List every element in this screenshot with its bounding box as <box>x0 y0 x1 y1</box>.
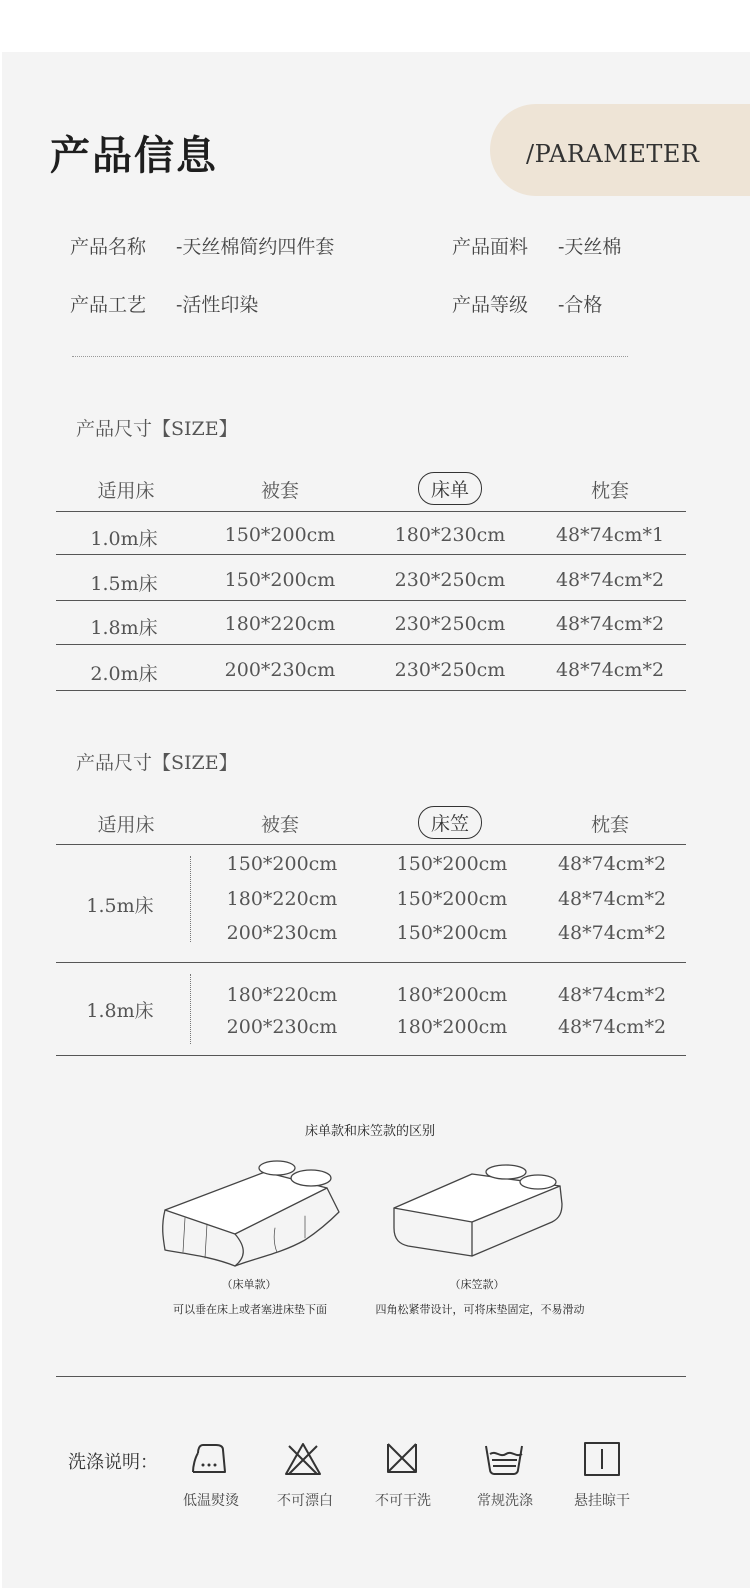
t2-header-bed: 适用床 <box>97 814 155 836</box>
t1-rule <box>56 690 686 691</box>
parameter-label: /PARAMETER <box>526 140 700 168</box>
sheet-description: 可以垂在床上或者塞进床垫下面 <box>173 1303 327 1316</box>
info-name-value: -天丝棉简约四件套 <box>176 236 335 258</box>
t1-rule <box>56 644 686 645</box>
t2-cell: 180*200cm <box>396 1016 508 1038</box>
t2-header-fitted-label: 床笠 <box>418 806 482 839</box>
fitted-sheet-illustration <box>388 1162 568 1262</box>
t1-cell: 180*220cm <box>224 613 336 635</box>
t2-group-bed: 1.8m床 <box>86 1000 154 1022</box>
size-table-2-title: 产品尺寸【SIZE】 <box>76 752 238 774</box>
t2-cell: 180*200cm <box>396 984 508 1006</box>
t1-cell: 48*74cm*1 <box>555 524 665 546</box>
t2-cell: 48*74cm*2 <box>557 922 667 944</box>
info-grade-label: 产品等级 <box>452 294 529 316</box>
size-table-1-title: 产品尺寸【SIZE】 <box>76 418 238 440</box>
care-text-hang: 悬挂晾干 <box>574 1493 630 1509</box>
info-craft-label: 产品工艺 <box>70 294 147 316</box>
t1-header-bed: 适用床 <box>97 480 155 502</box>
t1-cell: 200*230cm <box>224 659 336 681</box>
t2-cell: 180*220cm <box>226 888 338 910</box>
t2-cell: 150*200cm <box>396 888 508 910</box>
t1-header-sheet <box>370 472 530 505</box>
t2-cell: 48*74cm*2 <box>557 984 667 1006</box>
t1-header-pillow: 枕套 <box>590 480 629 502</box>
info-grade-value: -合格 <box>558 294 603 316</box>
t1-cell: 230*250cm <box>394 569 506 591</box>
t2-group-divider <box>190 856 191 942</box>
t2-cell: 150*200cm <box>396 853 508 875</box>
info-fabric-value: -天丝棉 <box>558 236 622 258</box>
no-dry-clean-icon <box>382 1440 422 1478</box>
t1-rule <box>56 600 686 601</box>
t2-cell: 180*220cm <box>226 984 338 1006</box>
diagram-title: 床单款和床笠款的区别 <box>304 1124 435 1139</box>
t2-rule <box>56 962 686 963</box>
sheet-caption: （床单款） <box>221 1278 277 1291</box>
t2-cell: 48*74cm*2 <box>557 853 667 875</box>
t1-cell: 150*200cm <box>224 524 336 546</box>
t2-header-duvet: 被套 <box>260 814 299 836</box>
info-divider <box>72 356 628 357</box>
t1-cell: 230*250cm <box>394 659 506 681</box>
parameter-tab <box>490 104 750 196</box>
care-text-iron: 低温熨烫 <box>183 1493 239 1509</box>
info-craft-value: -活性印染 <box>176 294 259 316</box>
care-divider <box>56 1376 686 1377</box>
t2-rule <box>56 844 686 845</box>
t2-header-fitted <box>370 806 530 839</box>
t1-cell: 180*230cm <box>394 524 506 546</box>
t1-cell: 2.0m床 <box>90 663 158 685</box>
t1-cell: 1.0m床 <box>90 528 158 550</box>
t2-cell: 48*74cm*2 <box>557 1016 667 1038</box>
t2-group-divider <box>190 974 191 1044</box>
t1-cell: 230*250cm <box>394 613 506 635</box>
info-name-label: 产品名称 <box>70 236 147 258</box>
t1-cell: 48*74cm*2 <box>555 659 665 681</box>
care-text-dry-clean: 不可干洗 <box>375 1493 431 1509</box>
info-fabric-label: 产品面料 <box>452 236 529 258</box>
t2-rule <box>56 1055 686 1056</box>
fitted-caption: （床笠款） <box>449 1278 505 1291</box>
no-bleach-icon <box>283 1440 323 1478</box>
t1-cell: 1.8m床 <box>90 617 158 639</box>
wash-icon <box>484 1440 524 1478</box>
t1-rule <box>56 554 686 555</box>
t1-header-duvet: 被套 <box>260 480 299 502</box>
t2-cell: 150*200cm <box>226 853 338 875</box>
t1-cell: 150*200cm <box>224 569 336 591</box>
t1-cell: 1.5m床 <box>90 573 158 595</box>
t1-cell: 48*74cm*2 <box>555 613 665 635</box>
hang-dry-icon <box>582 1440 622 1478</box>
t2-cell: 150*200cm <box>396 922 508 944</box>
t2-cell: 200*230cm <box>226 1016 338 1038</box>
care-label: 洗涤说明： <box>68 1452 158 1473</box>
t2-header-pillow: 枕套 <box>590 814 629 836</box>
page-title: 产品信息 <box>50 132 218 179</box>
flat-sheet-illustration <box>155 1158 355 1270</box>
t2-group-bed: 1.5m床 <box>86 895 154 917</box>
iron-low-icon <box>189 1440 229 1478</box>
t2-cell: 48*74cm*2 <box>557 888 667 910</box>
t1-cell: 48*74cm*2 <box>555 569 665 591</box>
care-text-wash: 常规洗涤 <box>477 1493 533 1509</box>
t2-cell: 200*230cm <box>226 922 338 944</box>
t1-header-sheet-label: 床单 <box>418 472 482 505</box>
fitted-description: 四角松紧带设计，可将床垫固定，不易滑动 <box>375 1303 585 1316</box>
t1-rule <box>56 511 686 512</box>
care-text-bleach: 不可漂白 <box>277 1493 333 1509</box>
